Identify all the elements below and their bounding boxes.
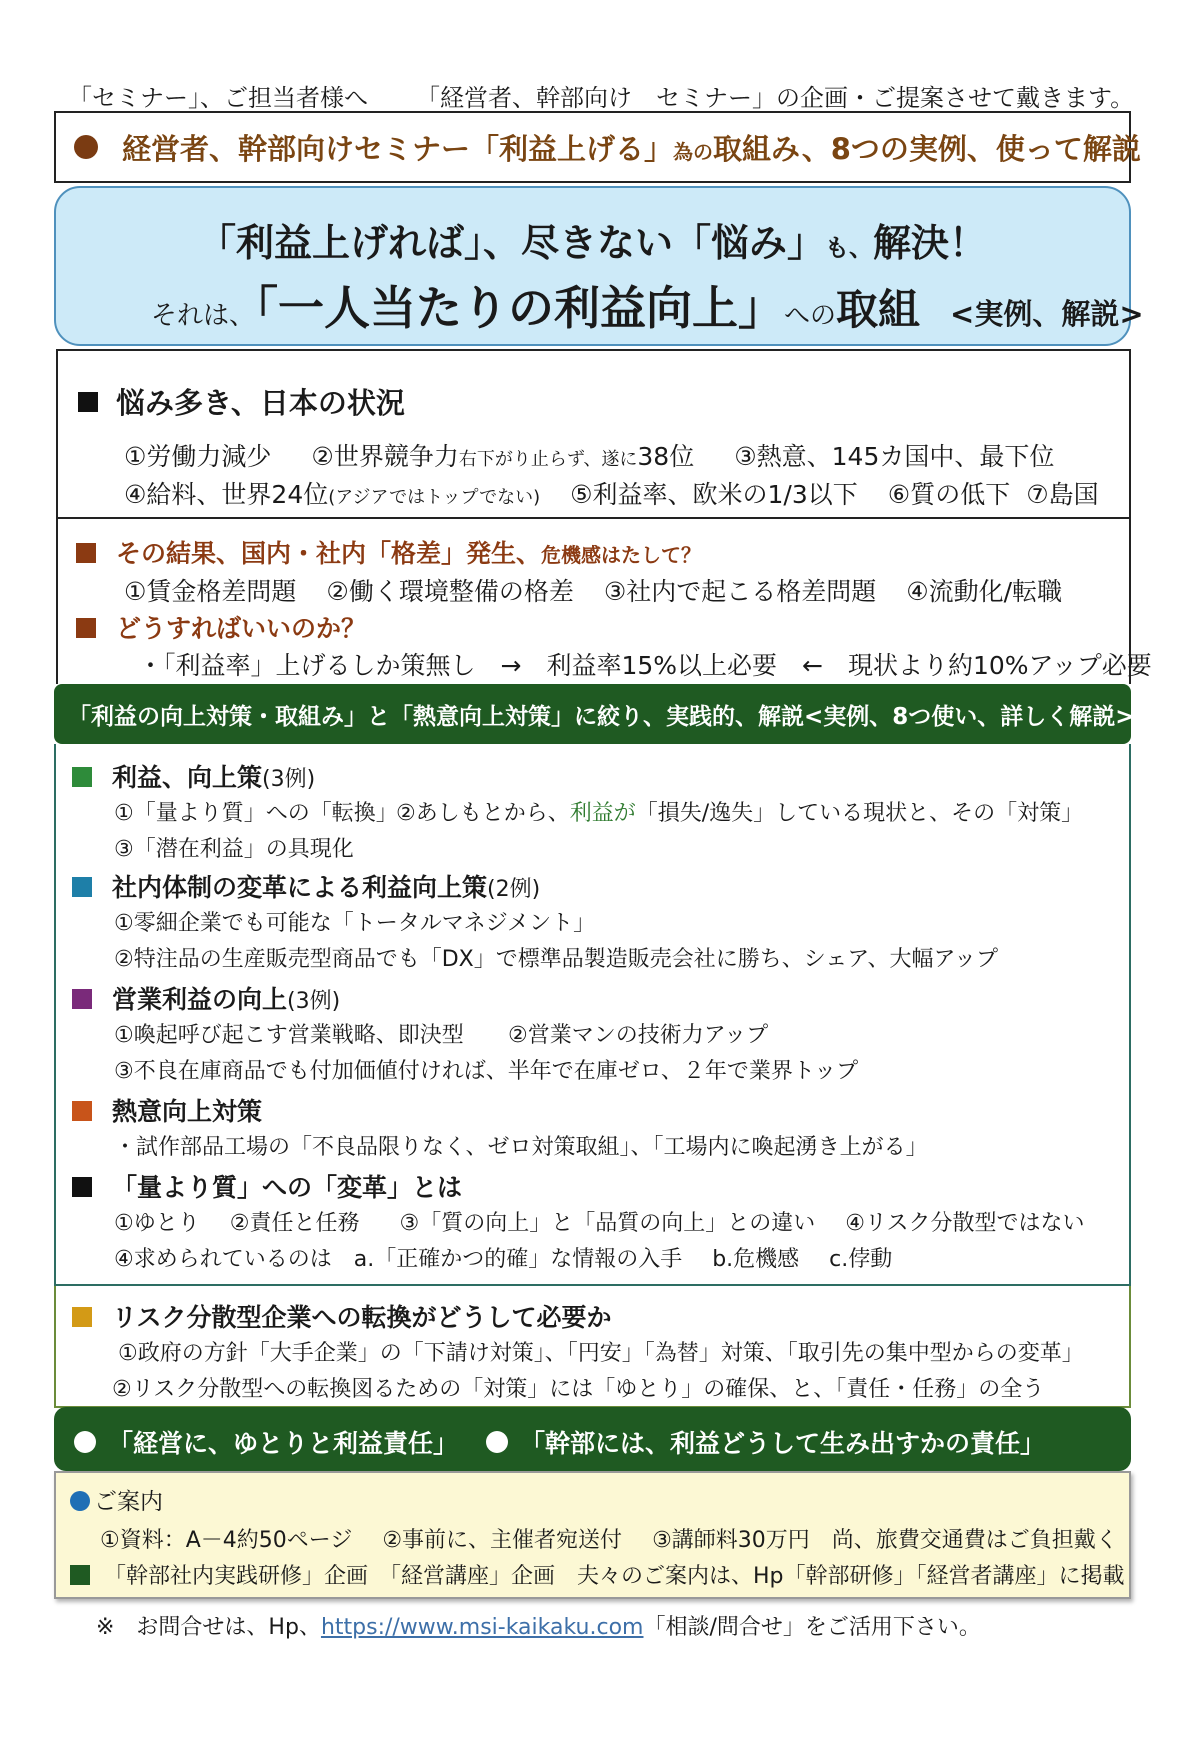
result-section (56, 519, 1152, 684)
square-bullet-icon (76, 543, 96, 563)
headline-banner (54, 186, 1144, 346)
system-heading: 社内体制の変革による利益向上策(2例) (72, 868, 540, 904)
blue-dot-icon (70, 1491, 90, 1511)
footer-contact: ※ お問合せは、Hp、https://www.msi-kaikaku.com「相談/問合せ」をご活用下さい。 (96, 1615, 981, 1640)
sales-item-3: ③不良在庫商品でも付加価値付ければ、半年で在庫ゼロ、２年で業界トップ (114, 1059, 859, 1084)
header-line (68, 78, 1134, 113)
sales-heading: 営業利益の向上(3例) (72, 980, 340, 1016)
result-row-1: ①賃金格差問題 ②働く環境整備の格差 ③社内で起こる格差問題 ④流動化/転職 (124, 577, 1063, 606)
square-bullet-icon (72, 989, 92, 1009)
measures-section (54, 744, 1131, 1286)
result-heading: その結果、国内・社内「格差」発生、危機感はたして？ (76, 534, 701, 570)
info-row-1: ①資料：A－4約50ページ ②事前に、主催者宛送付 ③講師料30万円 尚、旅費交通費はご負担戴く (100, 1528, 1118, 1553)
square-bullet-icon (72, 877, 92, 897)
website-link[interactable]: https://www.msi-kaikaku.com (320, 1615, 644, 1640)
enthusiasm-item-1: ・試作部品工場の「不良品限りなく、ゼロ対策取組」、「工場内に喚起湧き上がる」 (114, 1135, 928, 1160)
responsibility-banner (54, 1407, 1131, 1471)
square-bullet-icon (70, 1565, 90, 1585)
risk-item-2: ②リスク分散型への転換図るための「対策」には「ゆとり」の確保、と、「責任・任務」の全う (112, 1377, 1045, 1402)
quality-row-2: ④求められているのは a.「正確かつ的確」な情報の入手 b.危機感 c.侼動 (114, 1247, 893, 1272)
risk-heading: リスク分散型企業への転換がどうして必要か (72, 1298, 612, 1334)
info-box (54, 1471, 1131, 1599)
risk-section (54, 1286, 1131, 1408)
info-heading: ご案内 (70, 1483, 163, 1516)
square-bullet-icon (78, 392, 98, 412)
responsibility-left: 「経営に、ゆとりと利益責任」 (74, 1424, 458, 1460)
responsibility-right: 「幹部には、利益どうして生み出すかの責任」 (486, 1424, 1045, 1460)
profit-item-3: ③「潜在利益」の具現化 (114, 837, 354, 862)
sales-item-1: ①喚起呼び起こす営業戦略、即決型 (114, 1023, 464, 1048)
system-item-1: ①零細企業でも可能な「トータルマネジメント」 (114, 911, 596, 936)
system-item-2: ②特注品の生産販売型商品でも「DX」で標準品製造販売会社に勝ち、シェア、大幅アップ (114, 947, 998, 972)
how-row: ・「利益率」上げるしか策無し → 利益率15%以上必要 ← 現状より約10%アップ必要 (138, 651, 1152, 680)
profit-item-1: ①「量より質」への「転換」 (114, 801, 398, 826)
square-bullet-icon (72, 1307, 92, 1327)
banner-line-2: それは、「一人当たりの利益向上」への取組 <実例、解説> (151, 281, 1144, 335)
focus-banner: 「利益の向上対策・取組み」と「熱意向上対策」に絞り、実践的、解説<実例、8つ使い、詳しく解説> (54, 684, 1131, 744)
enthusiasm-heading: 熱意向上対策 (72, 1092, 262, 1128)
info-row-2: 「幹部社内実践研修」企画 「経営講座」企画 夫々のご案内は、Hp「幹部研修」「経営者講座」に掲載 (70, 1559, 1125, 1590)
situation-row-2: ④給料、世界24位(アジアではトップでない) ⑤利益率、欧米の1/3以下 ⑥質の低下 ⑦島国 (124, 480, 1099, 509)
situation-row-1: ①労働力減少 ②世界競争力右下がり止らず、遂に38位 ③熱意、145カ国中、最下位 (124, 442, 1055, 471)
quality-row-1: ①ゆとり ②責任と任務 ③「質の向上」と「品質の向上」との違い ④リスク分散型ではない (114, 1211, 1085, 1236)
bullet-dot-icon (74, 135, 98, 159)
banner-line-1: 「利益上げれば」、尽きない「悩み」も、解決！ (197, 221, 988, 265)
quality-heading: 「量より質」への「変革」とは (72, 1168, 462, 1204)
risk-item-1: ①政府の方針「大手企業」の「下請け対策」、「円安」「為替」対策、「取引先の集中型からの変革」 (118, 1341, 1084, 1366)
header-right: 「経営者、幹部向け セミナー」の企画・ご提案させて戴きます。 (416, 84, 1135, 112)
header-left: 「セミナー」、ご担当者様へ (68, 84, 368, 112)
square-bullet-icon (72, 1177, 92, 1197)
situation-section (56, 349, 1131, 519)
white-dot-icon (74, 1431, 96, 1453)
title-box (54, 111, 1141, 183)
title-text: 経営者、幹部向けセミナー「利益上げる」為の取組み、8つの実例、使って解説 (122, 131, 1141, 166)
profit-item-2: ②あしもとから、利益が「損失/逸失」している現状と、その「対策」 (396, 801, 1084, 826)
square-bullet-icon (72, 767, 92, 787)
situation-heading: 悩み多き、日本の状況 (78, 381, 405, 422)
sales-item-2: ②営業マンの技術力アップ (508, 1023, 769, 1048)
square-bullet-icon (72, 1101, 92, 1121)
white-dot-icon (486, 1431, 508, 1453)
how-heading: どうすればいいのか？ (76, 609, 366, 645)
square-bullet-icon (76, 618, 96, 638)
profit-heading: 利益、向上策(3例) (72, 758, 315, 794)
